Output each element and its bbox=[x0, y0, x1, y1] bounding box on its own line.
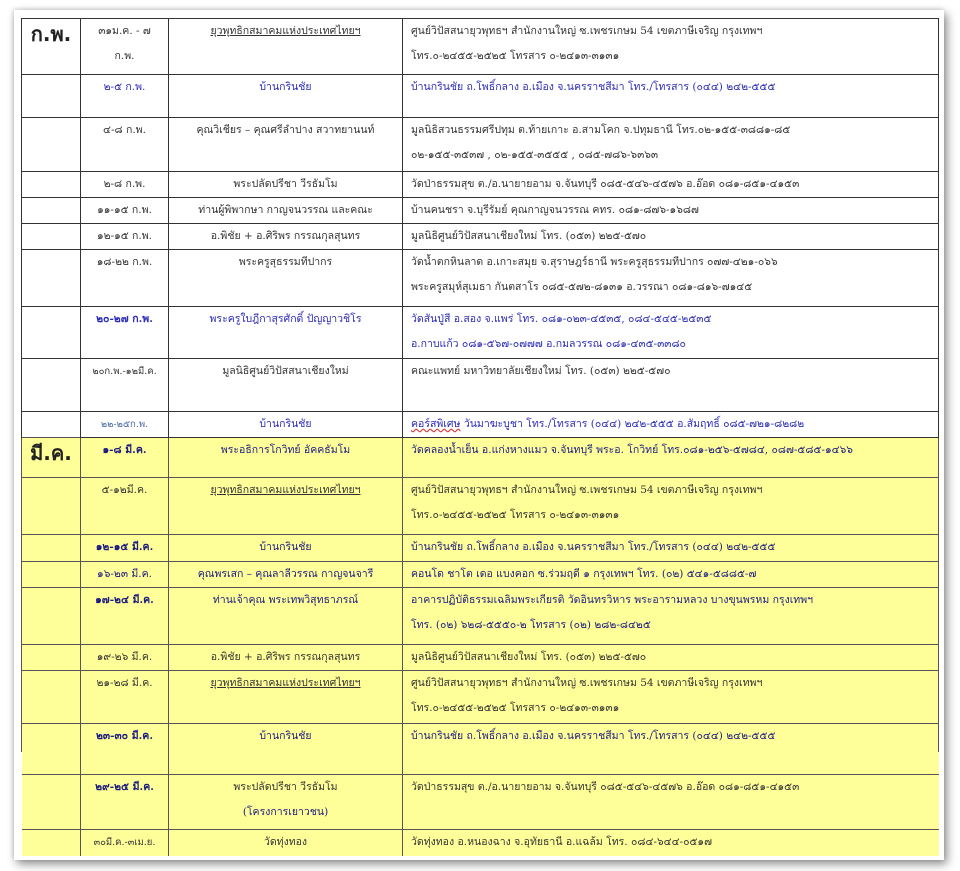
table-row bbox=[22, 478, 939, 535]
table-row bbox=[22, 198, 939, 224]
address-cell: มูลนิธิศูนย์วิปัสสนาเชียงใหม่ โทร. (๐๕๓) ๒๒๕-๕๗๐ bbox=[403, 645, 939, 671]
table-row bbox=[22, 412, 939, 438]
date-cell: ๒๑-๒๘ มี.ค. bbox=[81, 671, 169, 724]
address-cell: ศูนย์วิปัสสนายุวพุทธฯ สำนักงานใหญ่ ซ.เพชรเกษม 54 เขตภาษีเจริญ กรุงเทพฯ โทร.๐-๒๔๕๕-๒๕๒๕ โทรสาร ๐-๒๔๑๓-๓๑๓๑ bbox=[403, 19, 939, 75]
address-cell: บ้านกรินชัย ถ.โพธิ์กลาง อ.เมือง จ.นครราชสีมา โทร./โทรสาร (๐๔๔) ๒๔๒-๕๕๕ bbox=[403, 535, 939, 562]
date-cell: ๑๖-๒๓ มี.ค. bbox=[81, 562, 169, 588]
organizer-cell: มูลนิธิศูนย์วิปัสสนาเชียงใหม่ bbox=[169, 359, 403, 412]
date-cell: ๒-๕ ก.พ. bbox=[81, 75, 169, 118]
date-cell: ๑๑-๑๕ ก.พ. bbox=[81, 198, 169, 224]
date-cell: ๑๒-๑๕ มี.ค. bbox=[81, 535, 169, 562]
address-cell: คอนโด ชาโต เดอ แบงคอก ซ.ร่วมฤดี ๑ กรุงเทพฯ โทร. (๐๒) ๕๔๑-๕๘๘๕-๗ bbox=[403, 562, 939, 588]
date-cell: ๓๐มี.ค.-๓เม.ย. bbox=[81, 830, 169, 856]
address-cell: วัดน้ำตกหินลาด อ.เกาะสมุย จ.สุราษฎร์ธานี พระครูสุธรรมทีปากร ๐๗๗-๔๒๑-๐๖๖ พระครูสมุห์สุเมธา กันตสาโร ๐๘๕-๕๗๒-๘๑๓๑ อ.วรรณา ๐๘๑-๘๑๖-๗๑๔๕ bbox=[403, 250, 939, 307]
date-cell: ๑๗-๒๔ มี.ค. bbox=[81, 588, 169, 645]
month-cell bbox=[22, 198, 81, 224]
organizer-cell: ยุวพุทธิกสมาคมแห่งประเทศไทยฯ bbox=[169, 671, 403, 724]
table-row bbox=[22, 775, 939, 830]
date-cell: ๑๒-๑๕ ก.พ. bbox=[81, 224, 169, 250]
date-cell: ๒๐ก.พ.-๑๒มี.ค. bbox=[81, 359, 169, 412]
table-row bbox=[22, 224, 939, 250]
date-cell: ๔-๘ ก.พ. bbox=[81, 118, 169, 172]
table-row bbox=[22, 830, 939, 856]
address-cell: วัดป่าธรรมสุข ต./อ.นายายอาม จ.จันทบุรี ๐๘๕-๕๔๖-๔๕๗๖ อ.อ๊อด ๐๘๑-๘๕๑-๔๑๕๓ bbox=[403, 172, 939, 198]
address-cell: ศูนย์วิปัสสนายุวพุทธฯ สำนักงานใหญ่ ซ.เพชรเกษม 54 เขตภาษีเจริญ กรุงเทพฯ โทร.๐-๒๔๕๕-๒๕๒๕ โทรสาร ๐-๒๔๑๓-๓๑๓๑ bbox=[403, 478, 939, 535]
table-row bbox=[22, 359, 939, 412]
address-cell: อาคารปฏิบัติธรรมเฉลิมพระเกียรติ วัดอินทรวิหาร พระอารามหลวง บางขุนพรหม กรุงเทพฯ โทร. (๐๒) ๖๒๘-๕๕๕๐-๒ โทรสาร (๐๒) ๒๘๒-๘๔๒๕ bbox=[403, 588, 939, 645]
organizer-cell: อ.พิชัย + อ.ศิริพร กรรณกุลสุนทร bbox=[169, 224, 403, 250]
month-cell bbox=[22, 588, 81, 645]
month-cell bbox=[22, 172, 81, 198]
address-cell: บ้านคนชรา จ.บุรีรัมย์ คุณกาญจนวรรณ คทร. ๐๘๑-๘๗๖-๑๖๘๗ bbox=[403, 198, 939, 224]
table-row bbox=[22, 588, 939, 645]
table-row bbox=[22, 671, 939, 724]
month-cell bbox=[22, 359, 81, 412]
date-cell: ๓๑ม.ค. - ๗ ก.พ. bbox=[81, 19, 169, 75]
month-cell bbox=[22, 535, 81, 562]
table-row bbox=[22, 19, 939, 75]
month-cell bbox=[22, 752, 81, 775]
organizer-cell: พระปลัดปรีชา วีรธัมโม bbox=[169, 172, 403, 198]
address-cell: วัดทุ่งทอง อ.หนองฉาง จ.อุทัยธานี อ.แฉล้ม โทร. ๐๘๔-๖๔๔-๐๕๑๗ bbox=[403, 830, 939, 856]
month-cell bbox=[22, 412, 81, 438]
organizer-cell: พระครูสุธรรมทีปากร bbox=[169, 250, 403, 307]
address-cell: ศูนย์วิปัสสนายุวพุทธฯ สำนักงานใหญ่ ซ.เพชรเกษม 54 เขตภาษีเจริญ กรุงเทพฯ โทร.๐-๒๔๕๕-๒๕๒๕ โทรสาร ๐-๒๔๑๓-๓๑๓๑ bbox=[403, 671, 939, 724]
organizer-cell: คุณวิเชียร – คุณศรีลำปาง สวาทยานนท์ bbox=[169, 118, 403, 172]
address-cell: วัดป่าธรรมสุข ต./อ.นายายอาม จ.จันทบุรี ๐๘๕-๕๔๖-๔๕๗๖ อ.อ๊อด ๐๘๑-๘๕๑-๔๑๕๓ bbox=[403, 775, 939, 830]
table-row bbox=[22, 172, 939, 198]
month-cell bbox=[22, 775, 81, 830]
month-cell bbox=[22, 830, 81, 856]
table-row bbox=[22, 562, 939, 588]
organizer-cell: ยุวพุทธิกสมาคมแห่งประเทศไทยฯ bbox=[169, 19, 403, 75]
organizer-cell: บ้านกรินชัย bbox=[169, 75, 403, 118]
organizer-cell: ยุวพุทธิกสมาคมแห่งประเทศไทยฯ bbox=[169, 478, 403, 535]
organizer-cell: บ้านกรินชัย bbox=[169, 535, 403, 562]
date-cell: ๒๒-๒๕ก.พ. bbox=[81, 412, 169, 438]
organizer-cell: บ้านกรินชัย bbox=[169, 724, 403, 752]
table-row bbox=[22, 75, 939, 118]
address-cell: วัดสันปู่สี อ.สอง จ.แพร่ โทร. ๐๘๑-๐๒๓-๔๕๓๕, ๐๘๔-๕๔๕-๒๕๓๕ อ.กาบแก้ว ๐๘๑-๕๖๗-๐๗๗๗ อ.กมลวรรณ ๐๘๑-๔๓๕-๓๓๘๐ bbox=[403, 307, 939, 359]
date-cell: ๕-๑๒มี.ค. bbox=[81, 478, 169, 535]
organizer-cell: พระอธิการโกวิทย์ อัคคธัมโม bbox=[169, 438, 403, 478]
month-cell bbox=[22, 307, 81, 359]
table-row-empty bbox=[22, 752, 939, 775]
organizer-cell: วัดทุ่งทอง bbox=[169, 830, 403, 856]
retreat-schedule-table bbox=[21, 18, 939, 856]
address-cell: บ้านกรินชัย ถ.โพธิ์กลาง อ.เมือง จ.นครราชสีมา โทร./โทรสาร (๐๔๔) ๒๔๒-๕๕๕ bbox=[403, 75, 939, 118]
organizer-cell: พระครูใบฎีกาสุรศักดิ์ ปัญญาวชิโร bbox=[169, 307, 403, 359]
month-cell bbox=[22, 224, 81, 250]
table-row bbox=[22, 118, 939, 172]
month-cell bbox=[22, 724, 81, 752]
table-row bbox=[22, 438, 939, 478]
address-cell bbox=[403, 752, 939, 775]
month-label-mar: มี.ค. bbox=[22, 438, 81, 478]
organizer-cell: อ.พิชัย + อ.ศิริพร กรรณกุลสุนทร bbox=[169, 645, 403, 671]
organizer-cell bbox=[169, 752, 403, 775]
table-row bbox=[22, 645, 939, 671]
table-row bbox=[22, 535, 939, 562]
date-cell bbox=[81, 752, 169, 775]
month-cell bbox=[22, 75, 81, 118]
table-row bbox=[22, 250, 939, 307]
month-cell bbox=[22, 562, 81, 588]
date-cell: ๑๘-๒๒ ก.พ. bbox=[81, 250, 169, 307]
month-cell bbox=[22, 118, 81, 172]
month-cell bbox=[22, 671, 81, 724]
address-cell: วัดคลองน้ำเย็น อ.แก่งหางแมว จ.จันทบุรี พระอ. โกวิทย์ โทร.๐๘๑-๒๕๖-๕๗๘๔, ๐๘๗-๕๘๕-๑๔๖๖ bbox=[403, 438, 939, 478]
month-cell bbox=[22, 478, 81, 535]
table-row bbox=[22, 307, 939, 359]
organizer-cell: พระปลัดปรีชา วีรธัมโม (โครงการเยาวชน) bbox=[169, 775, 403, 830]
organizer-cell: ท่านผู้พิพากษา กาญจนวรรณ และคณะ bbox=[169, 198, 403, 224]
address-cell: คอร์สพิเศษ วันมาฆะบูชา โทร./โทรสาร (๐๔๔) ๒๔๒-๕๕๕ อ.สัมฤทธิ์ ๐๘๕-๗๒๑-๘๒๘๒ bbox=[403, 412, 939, 438]
month-cell bbox=[22, 645, 81, 671]
organizer-cell: ท่านเจ้าคุณ พระเทพวิสุทธาภรณ์ bbox=[169, 588, 403, 645]
address-cell: มูลนิธิศูนย์วิปัสสนาเชียงใหม่ โทร. (๐๕๓) ๒๒๕-๕๗๐ bbox=[403, 224, 939, 250]
date-cell: ๒-๘ ก.พ. bbox=[81, 172, 169, 198]
month-cell bbox=[22, 250, 81, 307]
organizer-cell: บ้านกรินชัย bbox=[169, 412, 403, 438]
address-cell: คณะแพทย์ มหาวิทยาลัยเชียงใหม่ โทร. (๐๕๓) ๒๒๕-๕๗๐ bbox=[403, 359, 939, 412]
address-cell: มูลนิธิสวนธรรมศรีปทุม ต.ท้ายเกาะ อ.สามโคก จ.ปทุมธานี โทร.๐๒-๑๕๕-๓๘๘๑-๘๕ ๐๒-๑๕๕-๓๕๓๗ , ๐๒-๑๕๕-๓๕๕๕ , ๐๘๕-๗๘๖-๖๓๖๓ bbox=[403, 118, 939, 172]
organizer-cell: คุณพรเสก – คุณลาลีวรรณ กาญจนจารี bbox=[169, 562, 403, 588]
date-cell: ๒๓-๓๐ มี.ค. bbox=[81, 724, 169, 752]
date-cell: ๑๙-๒๖ มี.ค. bbox=[81, 645, 169, 671]
month-label-feb: ก.พ. bbox=[22, 19, 81, 75]
date-cell: ๒๐-๒๗ ก.พ. bbox=[81, 307, 169, 359]
table-row bbox=[22, 724, 939, 752]
date-cell: ๑-๘ มี.ค. bbox=[81, 438, 169, 478]
date-cell: ๒๙-๒๕ มี.ค. bbox=[81, 775, 169, 830]
address-cell: บ้านกรินชัย ถ.โพธิ์กลาง อ.เมือง จ.นครราชสีมา โทร./โทรสาร (๐๔๔) ๒๔๒-๕๕๕ bbox=[403, 724, 939, 752]
